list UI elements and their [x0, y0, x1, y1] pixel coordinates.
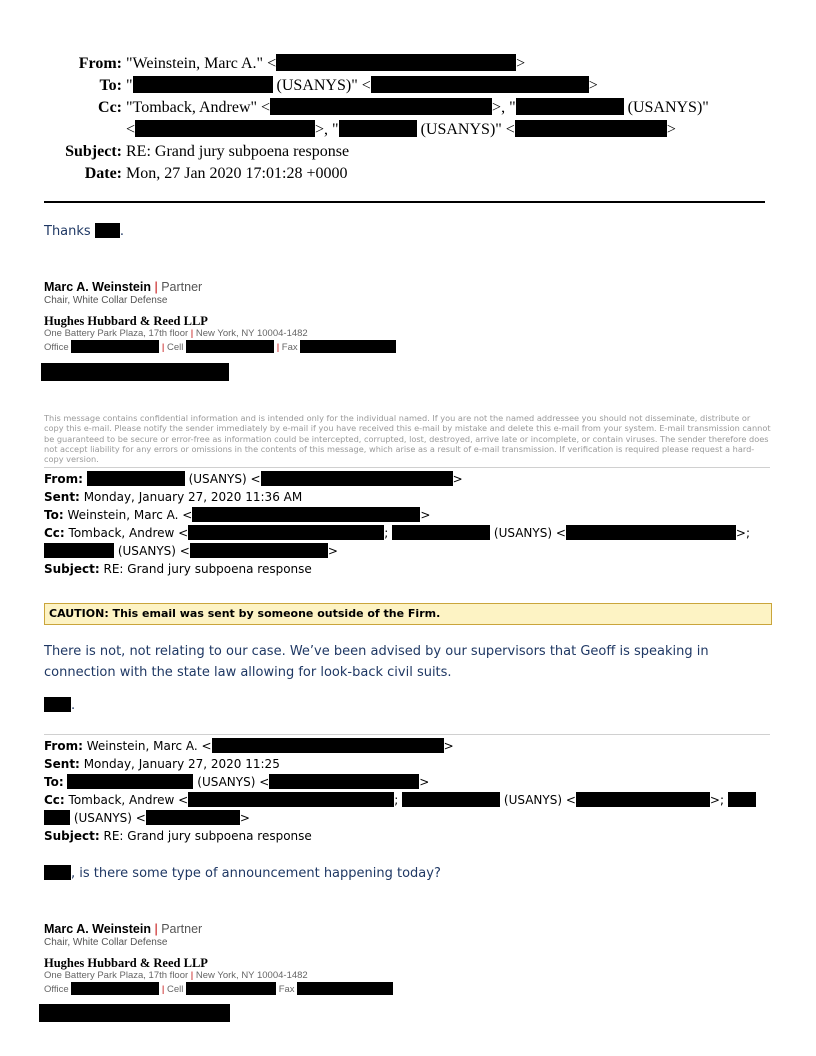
- to-close: >: [588, 77, 598, 94]
- sig-pipe: |: [150, 280, 162, 294]
- msg2-cc-tag: (USANYS) <: [493, 526, 566, 540]
- cc-sep2: >, ": [315, 121, 339, 138]
- redaction: [95, 223, 120, 238]
- msg3-cc-label: Cc:: [44, 793, 65, 807]
- to-open: ": [126, 77, 133, 94]
- redaction: [516, 98, 624, 115]
- confidentiality-disclaimer: This message contains confidential information and is intended only for the individual named. If you are not the named addressee you should not disseminate, distribute or copy this e-mail. Please notify the sender immediately by e-mail if you have received this e-mail by mistake and delete this e-mail from your system. E-mail transmission cannot be guaranteed to be secure or error-free as information could be intercepted, corrupted, lost, destroyed, arrive late or incomplete, or contain viruses. The sender therefore does not accept liability for any errors or omissions in the contents of this message, which arise as a result of e-mail transmission. If verification is required please request a hard-copy version.: [44, 413, 771, 465]
- separator: >;: [735, 526, 750, 540]
- msg3-to-row: [44, 773, 756, 791]
- msg2-from-label: From:: [44, 472, 83, 486]
- msg3-to-tag: (USANYS) <: [197, 775, 270, 789]
- msg2-from-tag: (USANYS) <: [188, 472, 261, 486]
- msg3-cc-tag: (USANYS) <: [73, 811, 146, 825]
- sig-role: Partner: [161, 922, 203, 936]
- msg2-subject-label: Subject:: [44, 562, 100, 576]
- sig-fax-label: Fax: [281, 342, 298, 353]
- redaction: [188, 525, 384, 540]
- redaction: [39, 1004, 230, 1022]
- msg3-subject-value: RE: Grand jury subpoena response: [103, 829, 312, 843]
- msg2-to-label: To:: [44, 508, 64, 522]
- msg3-subject-row: [44, 827, 756, 845]
- redaction: [186, 340, 274, 353]
- redaction: [41, 363, 229, 381]
- signature-1: Marc A. Weinstein | Partner Chair, White Collar Defense Hughes Hubbard & Reed LLP One Battery Park Plaza, 17th floor | New York, NY 10004-1482 Office | Cell | Fax: [44, 279, 396, 355]
- thanks-period: .: [119, 224, 124, 239]
- msg3-body: [44, 865, 441, 881]
- cc-tag2: (USANYS)" <: [420, 121, 515, 138]
- sig-address: One Battery Park Plaza, 17th floor: [44, 970, 189, 981]
- redaction: [269, 774, 419, 789]
- msg2-sent-label: Sent:: [44, 490, 80, 504]
- cc-label: Cc:: [98, 99, 122, 116]
- separator: ;: [384, 526, 389, 540]
- redaction: [300, 340, 396, 353]
- sig-office-label: Office: [44, 342, 69, 353]
- close-bracket: >: [239, 811, 250, 825]
- redaction: [44, 810, 70, 825]
- sig-chair: Chair, White Collar Defense: [44, 295, 168, 306]
- to-label: To:: [99, 77, 122, 94]
- redaction: [133, 76, 273, 93]
- redaction: [44, 697, 71, 712]
- msg2-from-row: [44, 470, 750, 488]
- msg2-sent-row: [44, 488, 750, 506]
- redaction: [87, 471, 185, 486]
- msg2-cc-value: Tomback, Andrew <: [68, 526, 189, 540]
- cc-close: >: [666, 121, 676, 138]
- redaction: [297, 982, 393, 995]
- signature-2: Marc A. Weinstein | Partner Chair, White Collar Defense Hughes Hubbard & Reed LLP One Battery Park Plaza, 17th floor | New York, NY 10004-1482 Office | Cell Fax: [44, 921, 393, 997]
- message-divider: [44, 734, 770, 735]
- redaction: [371, 76, 589, 93]
- msg2-sent-value: Monday, January 27, 2020 11:36 AM: [83, 490, 303, 504]
- redaction: [71, 340, 159, 353]
- msg3-to-label: To:: [44, 775, 64, 789]
- external-caution-banner: CAUTION: This email was sent by someone outside of the Firm.: [44, 603, 772, 625]
- reply-thanks: [44, 223, 124, 239]
- sig-name: Marc A. Weinstein: [44, 280, 151, 294]
- from-close: >: [516, 55, 526, 72]
- cc-tag1: (USANYS)": [627, 99, 709, 116]
- sig-address: One Battery Park Plaza, 17th floor: [44, 328, 189, 339]
- close-bracket: >: [327, 544, 338, 558]
- msg2-sign-off: [44, 697, 75, 713]
- sig-chair: Chair, White Collar Defense: [44, 937, 168, 948]
- msg3-sent-row: [44, 755, 756, 773]
- sig-name: Marc A. Weinstein: [44, 922, 151, 936]
- header-date-row: [40, 164, 770, 184]
- date-value: Mon, 27 Jan 2020 17:01:28 +0000: [126, 165, 348, 182]
- redaction: [402, 792, 500, 807]
- header-from-row: [40, 54, 770, 74]
- msg2-cc-label: Cc:: [44, 526, 65, 540]
- close-bracket: >: [419, 775, 430, 789]
- msg2-header: [44, 470, 750, 578]
- msg3-cc-value: Tomback, Andrew <: [68, 793, 189, 807]
- msg3-from-row: [44, 737, 756, 755]
- msg3-header: [44, 737, 756, 845]
- separator: >;: [709, 793, 724, 807]
- cc-name: "Tomback, Andrew" <: [126, 99, 271, 116]
- sig-firm: Hughes Hubbard & Reed LLP: [44, 314, 208, 328]
- msg2-to-value: Weinstein, Marc A. <: [67, 508, 193, 522]
- sig-city: New York, NY 10004-1482: [195, 328, 308, 339]
- close-bracket: >: [420, 508, 431, 522]
- redaction: [261, 471, 453, 486]
- to-tag: (USANYS)" <: [276, 77, 371, 94]
- redaction: [135, 120, 315, 137]
- msg3-cc-row: [44, 791, 756, 809]
- from-name: "Weinstein, Marc A." <: [126, 55, 277, 72]
- msg3-cc-cont-row: [44, 809, 756, 827]
- sig-pipe: |: [150, 922, 162, 936]
- header-divider: [44, 201, 765, 203]
- msg3-from-value: Weinstein, Marc A. <: [86, 739, 212, 753]
- cc-sep1: >, ": [492, 99, 516, 116]
- redaction: [192, 507, 420, 522]
- msg3-sent-label: Sent:: [44, 757, 80, 771]
- msg3-from-label: From:: [44, 739, 83, 753]
- sig-role: Partner: [161, 280, 203, 294]
- separator: ;: [394, 793, 399, 807]
- msg2-subject-row: [44, 560, 750, 578]
- redaction: [188, 792, 394, 807]
- sig-fax-label: Fax: [278, 984, 295, 995]
- close-bracket: >: [452, 472, 463, 486]
- cc-cont-open: <: [126, 121, 136, 138]
- msg3-subject-label: Subject:: [44, 829, 100, 843]
- redaction: [728, 792, 756, 807]
- sign-off-period: .: [71, 698, 76, 713]
- date-label: Date:: [84, 165, 122, 182]
- redaction: [44, 543, 114, 558]
- close-bracket: >: [443, 739, 454, 753]
- header-to-row: [40, 76, 770, 96]
- redaction: [276, 54, 516, 71]
- message-divider: [44, 467, 770, 468]
- subject-value: RE: Grand jury subpoena response: [126, 143, 350, 160]
- header-subject-row: [40, 142, 770, 162]
- thanks-text: Thanks: [44, 224, 91, 239]
- msg2-subject-value: RE: Grand jury subpoena response: [103, 562, 312, 576]
- redaction: [339, 120, 417, 137]
- sig-city: New York, NY 10004-1482: [195, 970, 308, 981]
- redaction: [392, 525, 490, 540]
- redaction: [186, 982, 276, 995]
- msg2-cc-cont-row: [44, 542, 750, 560]
- sig-office-label: Office: [44, 984, 69, 995]
- redaction: [212, 738, 444, 753]
- redaction: [146, 810, 240, 825]
- msg3-body-text: , is there some type of announcement happening today?: [71, 866, 441, 881]
- msg2-cc-row: [44, 524, 750, 542]
- redaction: [515, 120, 667, 137]
- msg2-to-row: [44, 506, 750, 524]
- sig-cell-label: Cell: [167, 984, 184, 995]
- redaction: [576, 792, 710, 807]
- redaction: [190, 543, 328, 558]
- redaction: [67, 774, 193, 789]
- msg3-sent-value: Monday, January 27, 2020 11:25: [83, 757, 280, 771]
- redaction: [270, 98, 492, 115]
- sig-cell-label: Cell: [167, 342, 184, 353]
- email-header: [40, 54, 770, 186]
- msg2-body: There is not, not relating to our case. We’ve been advised by our supervisors that Geoff is speaking in connection with the state law allowing for look-back civil suits.: [44, 644, 709, 680]
- header-cc-cont-row: [40, 120, 770, 140]
- redaction: [71, 982, 159, 995]
- subject-label: Subject:: [65, 143, 122, 160]
- redaction: [44, 865, 71, 880]
- header-cc-row: [40, 98, 770, 118]
- from-label: From:: [78, 55, 122, 72]
- msg2-cc-tag: (USANYS) <: [117, 544, 190, 558]
- redaction: [566, 525, 736, 540]
- sig-firm: Hughes Hubbard & Reed LLP: [44, 956, 208, 970]
- msg3-cc-tag: (USANYS) <: [503, 793, 576, 807]
